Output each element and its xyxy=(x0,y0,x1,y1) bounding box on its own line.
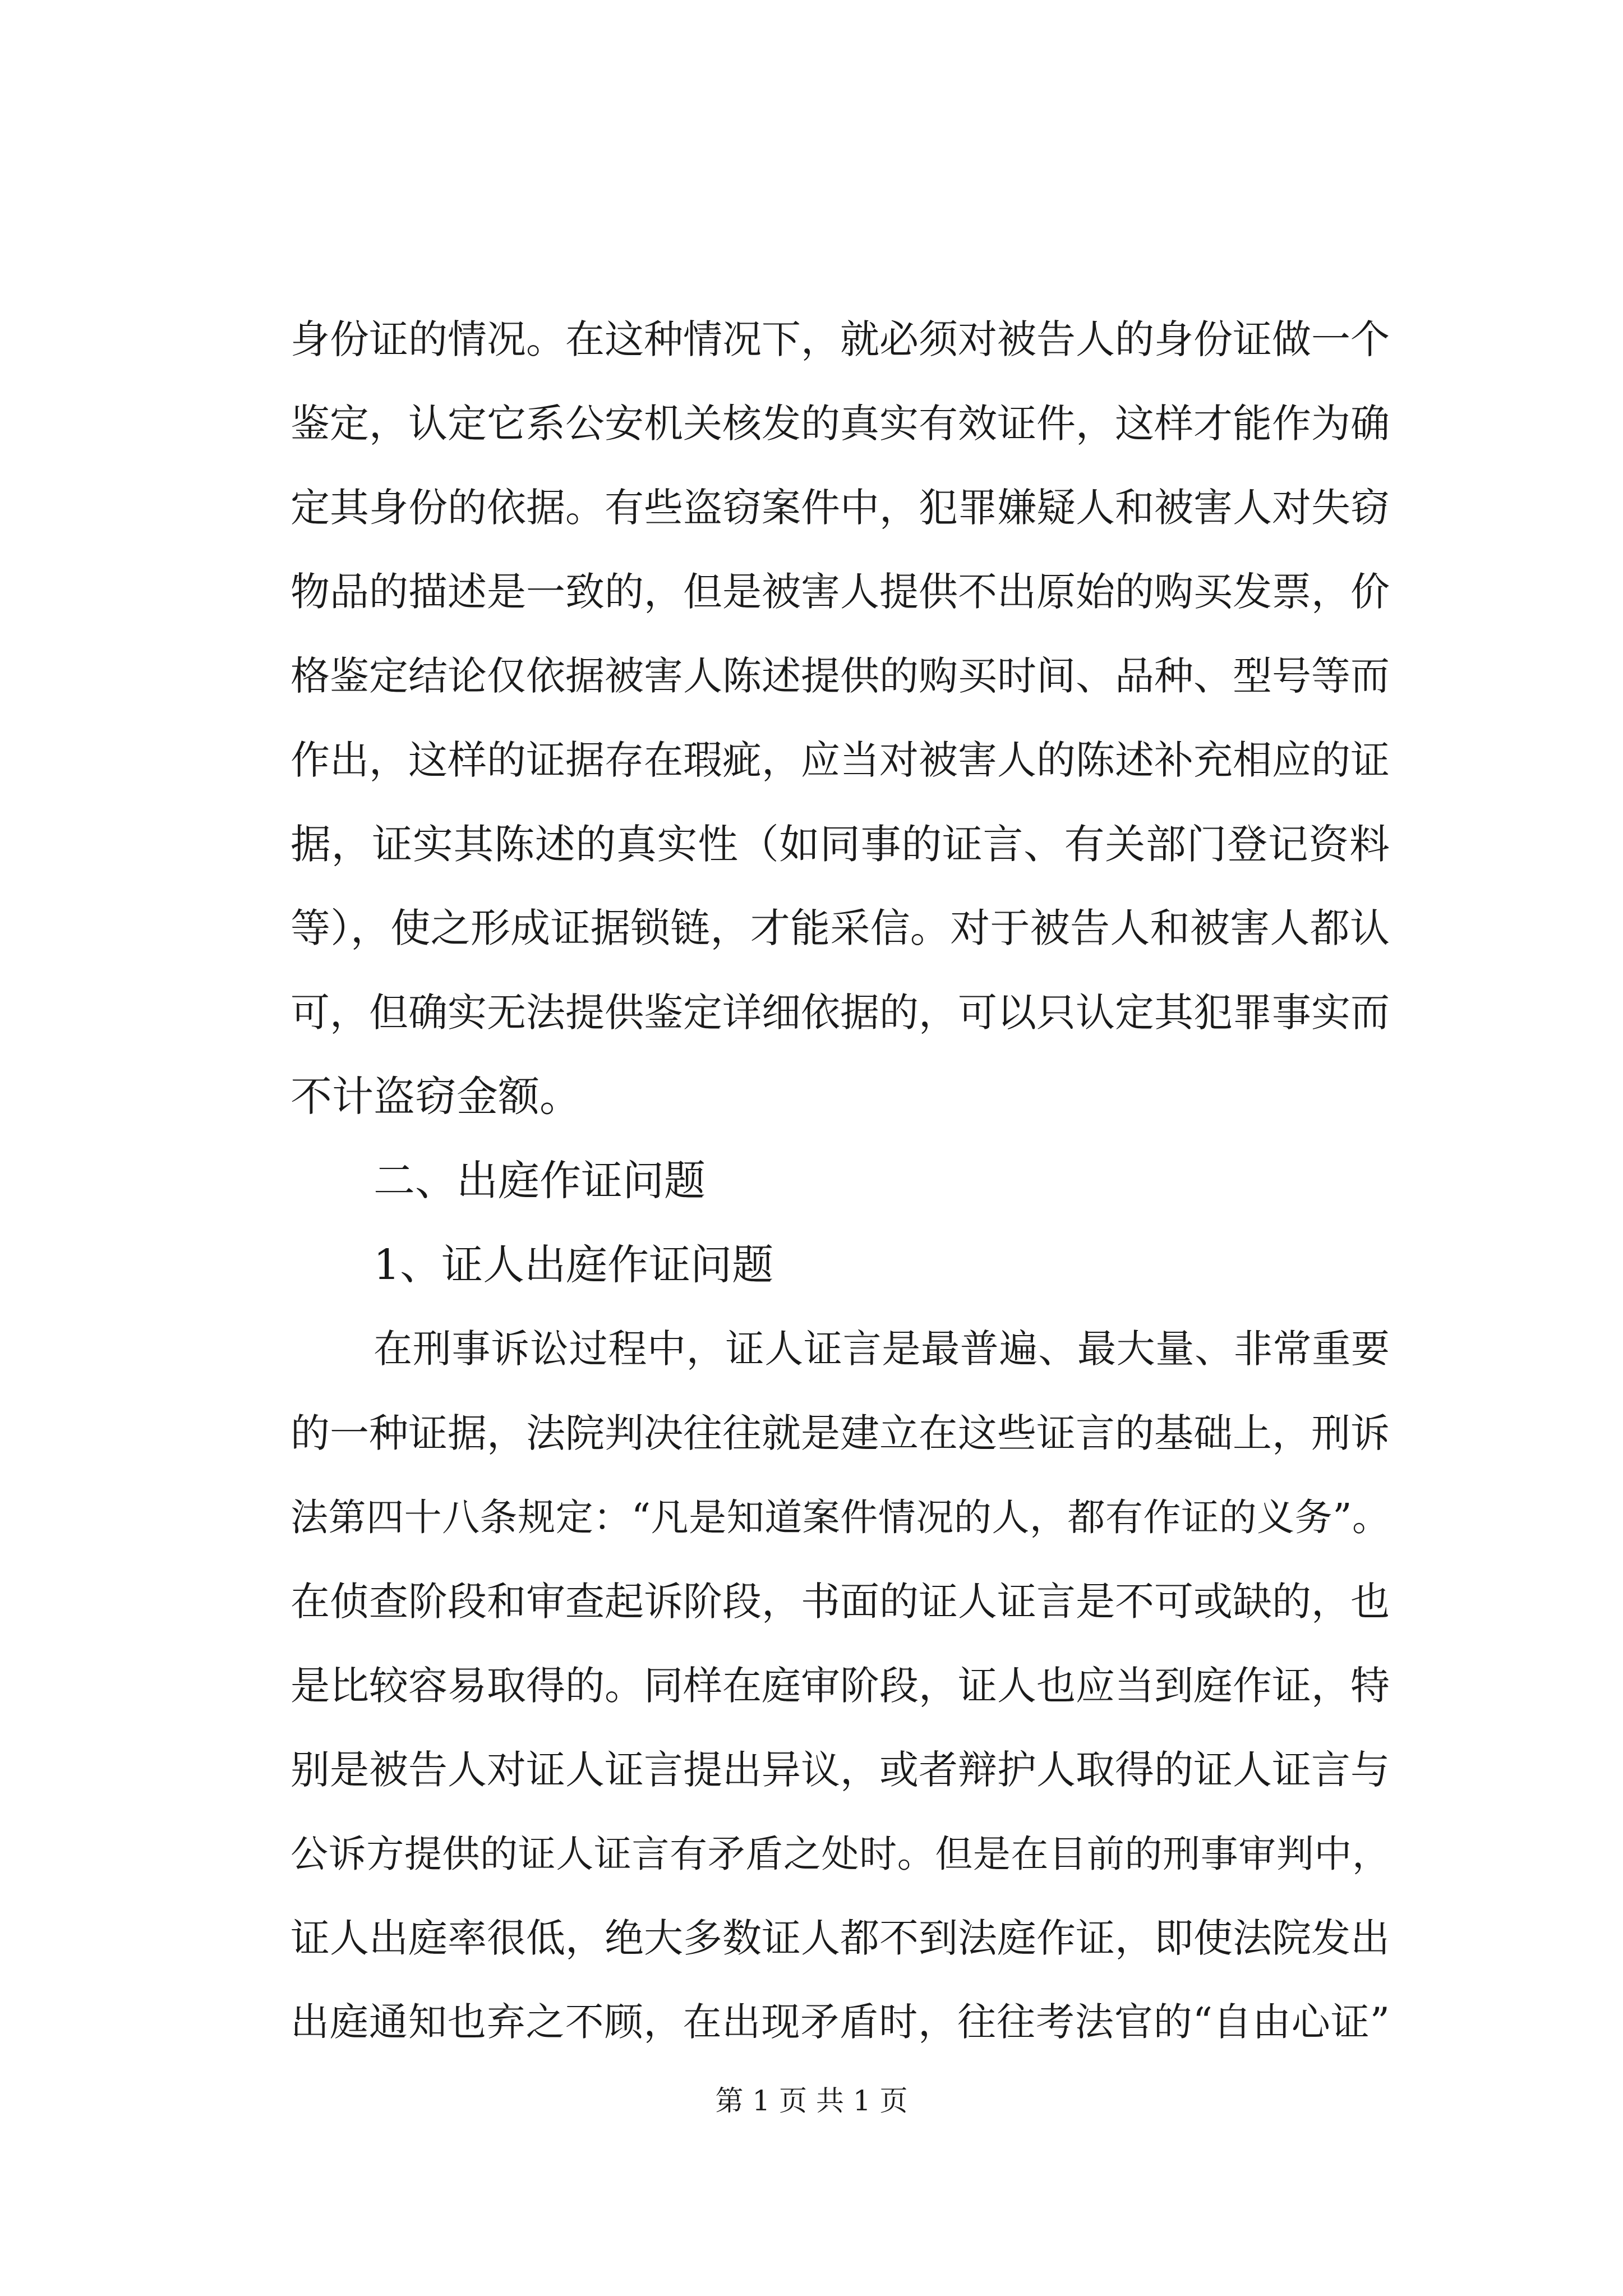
document-body xyxy=(291,297,1390,2064)
text-line: 别是被告人对证人证言提出异议，或者辩护人取得的证人证言与 xyxy=(291,1747,1390,1793)
text-line: 格鉴定结论仅依据被害人陈述提供的购买时间、品种、型号等而 xyxy=(291,653,1390,699)
text-line: 法第四十八条规定：“凡是知道案件情况的人，都有作证的义务”。 xyxy=(291,1496,1390,1539)
text-line: 公诉方提供的证人证言有矛盾之处时。但是在目前的刑事审判中， xyxy=(291,1832,1390,1876)
text-line: 在侦查阶段和审查起诉阶段，书面的证人证言是不可或缺的，也 xyxy=(291,1579,1390,1625)
text-line: 据，证实其陈述的真实性（如同事的证言、有关部门登记资料 xyxy=(291,821,1390,868)
paragraph-first-line: 在刑事诉讼过程中，证人证言是最普遍、最大量、非常重要 xyxy=(374,1327,1390,1372)
text-line: 作出，这样的证据存在瑕疵，应当对被害人的陈述补充相应的证 xyxy=(291,737,1390,783)
text-line: 的一种证据，法院判决往往就是建立在这些证言的基础上，刑诉 xyxy=(291,1410,1390,1456)
page-footer: 第 1 页 共 1 页 xyxy=(715,2085,908,2117)
text-line: 等），使之形成证据锁链，才能采信。对于被告人和被害人都认 xyxy=(291,905,1390,951)
subsection-heading: 1、证人出庭作证问题 xyxy=(374,1241,774,1289)
text-line: 物品的描述是一致的，但是被害人提供不出原始的购买发票，价 xyxy=(291,569,1390,615)
text-line: 鉴定，认定它系公安机关核发的真实有效证件，这样才能作为确 xyxy=(291,401,1390,447)
text-line: 身份证的情况。在这种情况下，就必须对被告人的身份证做一个 xyxy=(291,316,1390,362)
text-line: 可，但确实无法提供鉴定详细依据的，可以只认定其犯罪事实而 xyxy=(291,990,1390,1036)
text-line: 定其身份的依据。有些盗窃案件中，犯罪嫌疑人和被害人对失窃 xyxy=(291,485,1390,531)
section-heading: 二、出庭作证问题 xyxy=(374,1157,706,1205)
text-line: 证人出庭率很低，绝大多数证人都不到法庭作证，即使法院发出 xyxy=(291,1915,1390,1961)
text-line: 不计盗窃金额。 xyxy=(291,1073,581,1121)
text-line: 是比较容易取得的。同样在庭审阶段，证人也应当到庭作证，特 xyxy=(291,1663,1390,1709)
text-line: 出庭通知也弃之不顾，在出现矛盾时，往往考法官的“自由心证” xyxy=(291,2000,1390,2045)
